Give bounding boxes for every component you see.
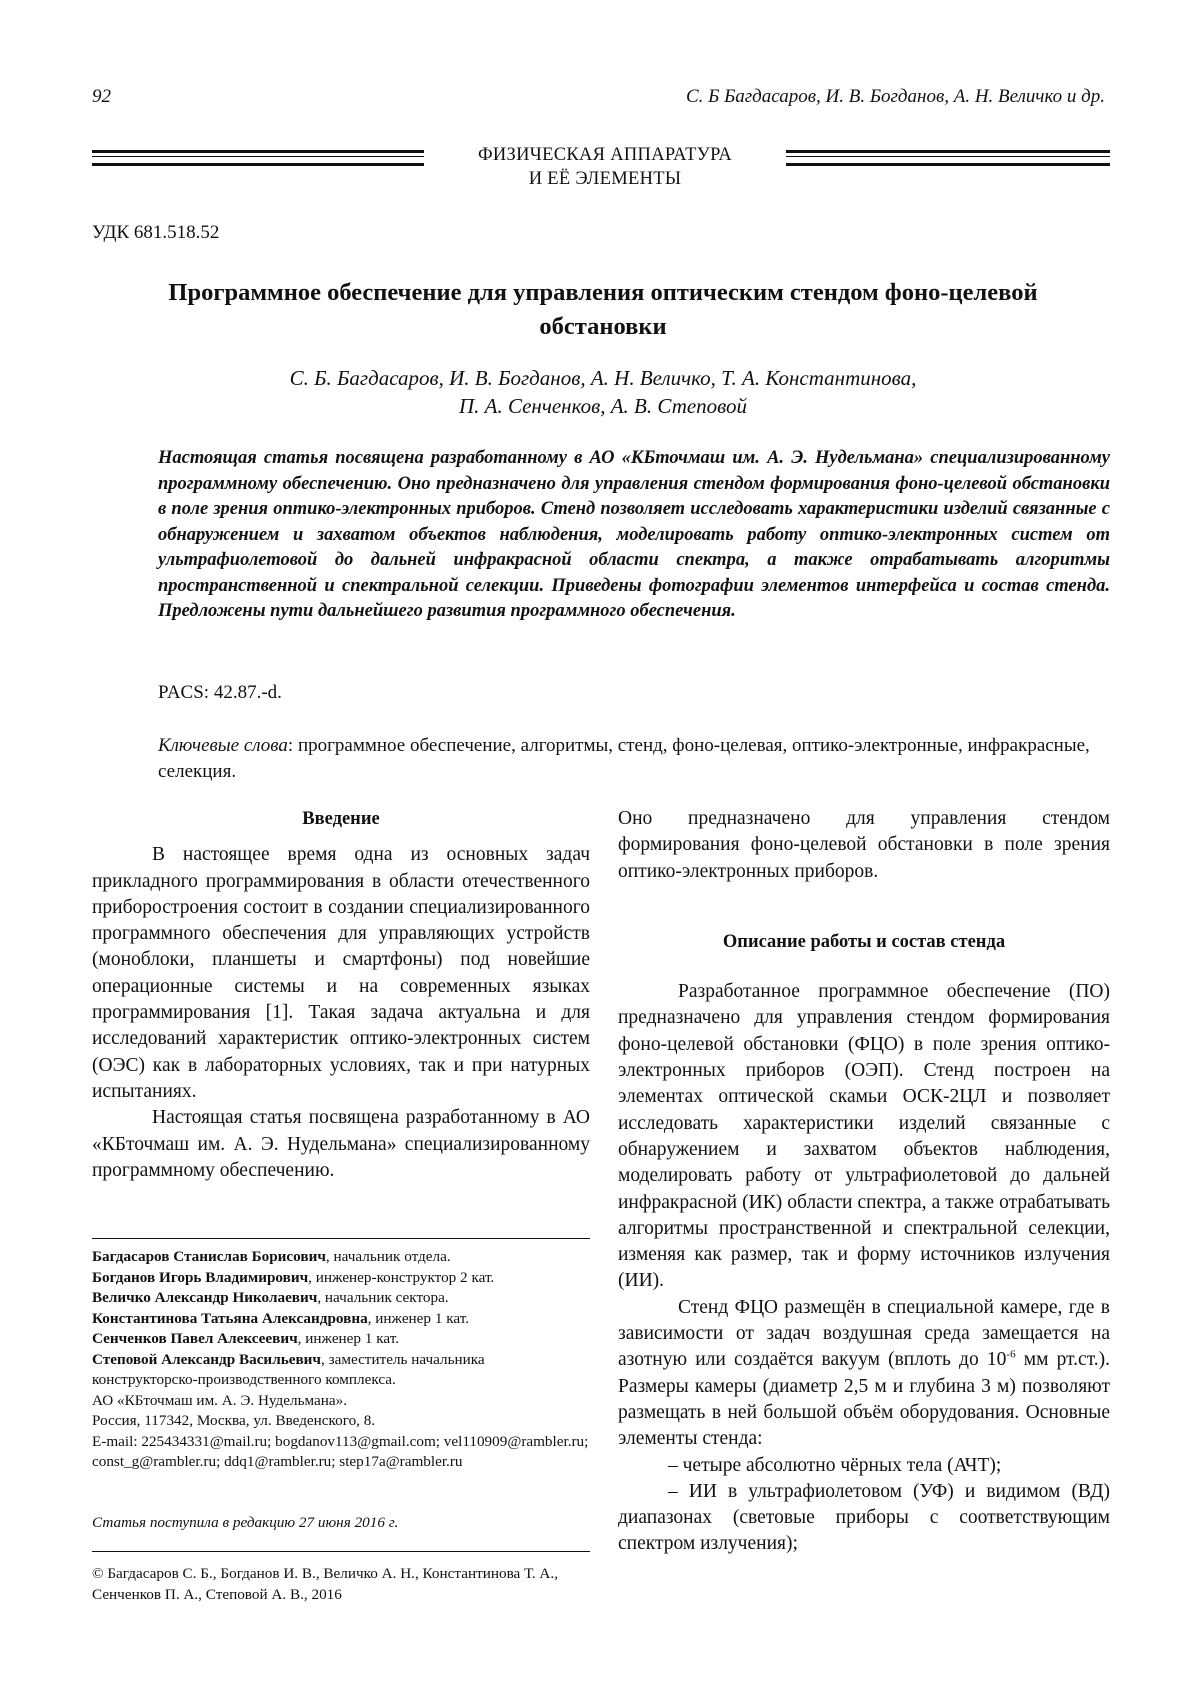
udk-code: УДК 681.518.52 bbox=[92, 222, 220, 243]
footnote-author-5-role: , инженер 1 кат. bbox=[297, 1330, 399, 1347]
section2-heading: Описание работы и состав стенда bbox=[722, 931, 1006, 952]
pacs-code: PACS: 42.87.-d. bbox=[158, 682, 282, 703]
footnote-author-2 bbox=[92, 1268, 592, 1289]
section-heading-line1: ФИЗИЧЕСКАЯ АППАРАТУРА bbox=[477, 145, 732, 165]
keywords-text: : программное обеспечение, алгоритмы, стенд, фоно-целевая, оптико-электронные, инфракрасные, селекция. bbox=[158, 735, 1090, 782]
author-line-1: С. Б. Багдасаров, И. В. Богданов, А. Н. Величко, Т. А. Константинова, bbox=[289, 366, 917, 390]
intro-paragraph-1: В настоящее время одна из основных задач прикладного программирования в области отечественного приборостроения состоит в создании специализированного программного обеспечения для управляющих устройств (моноблоки, планшеты и смартфоны) под новейшие операционные системы и на современных языках программирования [1]. Такая задача актуальна и для исследований характеристик оптико-электронных систем (ОЭС) как в лабораторных условиях, так и при натурных испытаниях. bbox=[92, 844, 590, 1102]
copyright: © Багдасаров С. Б., Богданов И. В., Величко А. Н., Константинова Т. А., Сенченков П. А., Степовой А. В., 2016 bbox=[92, 1565, 558, 1603]
footnote-organization: АО «КБточмаш им. А. Э. Нудельмана». bbox=[92, 1391, 348, 1409]
keywords-label: Ключевые слова bbox=[158, 735, 288, 756]
footnote-author-6-role: , заместитель начальника конструкторско-производственного комплекса. bbox=[92, 1350, 485, 1388]
paper-title: Программное обеспечение для управления оптическим стендом фоно-целевой обстановки bbox=[168, 279, 1038, 340]
author-footnote bbox=[92, 1247, 592, 1473]
vacuum-exponent: -6 bbox=[1006, 1348, 1016, 1361]
footnote-author-5 bbox=[92, 1329, 592, 1350]
section2-paragraph-1: Разработанное программное обеспечение (ПО) предназначено для управления стендом формирования фоно-целевой обстановки (ФЦО) в поле зрения оптико-электронных приборов (ОЭП). Стенд построен на элементах оптической скамьи ОСК-2ЦЛ и позволяет исследовать характеристики изделий связанные с обнаружением и захватом объектов наблюдения, моделировать работу от ультрафиолетовой до дальней инфракрасной (ИК) области спектра, а также отрабатывать алгоритмы пространственной и спектральной селекции, изменяя как размер, так и форму источников излучения (ИИ). bbox=[618, 981, 1110, 1292]
received-date: Статья поступила в редакцию 27 июня 2016 г. bbox=[92, 1514, 399, 1531]
intro-section bbox=[92, 806, 590, 1184]
footnote-email: E-mail: 225434331@mail.ru; bogdanov113@gmail.com; vel110909@rambler.ru; const_g@rambler.ru; ddq1@rambler.ru; step17a@rambler.ru bbox=[92, 1432, 589, 1470]
footnote-author-6 bbox=[92, 1350, 592, 1391]
footnote-author-2-role: , инженер-конструктор 2 кат. bbox=[308, 1268, 495, 1286]
section2-paragraph-2-end: мм рт.ст.). Размеры камеры (диаметр 2,5 м и глубина 3 м) позволяют размещать в ней большой объём оборудования. Основные элементы стенда: bbox=[618, 1349, 1110, 1450]
running-header-authors: С. Б Багдасаров, И. В. Богданов, А. Н. Величко и др. bbox=[685, 86, 1105, 107]
list-item: – ИИ в ультрафиолетовом (УФ) и видимом (ВД) диапазонах (световые приборы с соответствующим спектром излучения); bbox=[618, 1480, 1110, 1555]
intro-paragraph-2: Настоящая статья посвящена разработанному в АО «КБточмаш им. А. Э. Нудельмана» специализированному программному обеспечению. bbox=[92, 1107, 590, 1181]
footnote-author-6-name: Степовой Александр Васильевич bbox=[92, 1350, 321, 1368]
intro-heading: Введение bbox=[302, 809, 380, 829]
footnote-author-2-name: Богданов Игорь Владимирович bbox=[92, 1268, 309, 1286]
section-rule-left bbox=[92, 150, 424, 166]
footnote-author-1 bbox=[92, 1247, 592, 1268]
section-heading bbox=[440, 143, 770, 191]
footnote-author-4 bbox=[92, 1309, 592, 1330]
footnote-author-4-name: Константинова Татьяна Александровна bbox=[92, 1309, 368, 1327]
intro-paragraph-2-continued: Оно предназначено для управления стендом формирования фоно-целевой обстановки в поле зрения оптико-электронных приборов. bbox=[618, 808, 1110, 882]
abstract-text: Настоящая статья посвящена разработанному в АО «КБточмаш им. А. Э. Нудельмана» специализированному программному обеспечению. Оно предназначено для управления стендом формирования фоно-целевой обстановки в поле зрения оптико-электронных приборов. Стенд позволяет исследовать характеристики изделий связанные с обнаружением и захватом объектов наблюдения, моделировать работу оптико-электронных систем от ультрафиолетовой до дальней инфракрасной области спектра, а также отрабатывать алгоритмы пространственной и спектральной селекции. Приведены фотографии элементов интерфейса и состав стенда. Предложены пути дальнейшего развития программного обеспечения. bbox=[158, 448, 1110, 621]
footnote-rule bbox=[92, 1238, 590, 1239]
author-list bbox=[110, 364, 1096, 420]
footnote-author-3-name: Величко Александр Николаевич bbox=[92, 1289, 318, 1306]
copyright-rule bbox=[92, 1551, 590, 1552]
footnote-author-1-name: Багдасаров Станислав Борисович bbox=[92, 1248, 326, 1265]
footnote-author-3 bbox=[92, 1288, 592, 1309]
footnote-author-5-name: Сенченков Павел Алексеевич bbox=[92, 1330, 298, 1347]
abstract bbox=[158, 446, 1110, 625]
keywords bbox=[158, 733, 1110, 785]
list-item: – четыре абсолютно чёрных тела (АЧТ); bbox=[668, 1454, 1002, 1476]
section2-paragraph-2 bbox=[618, 1295, 1110, 1453]
right-column bbox=[618, 806, 1110, 1558]
footnote-author-3-role: , начальник сектора. bbox=[317, 1289, 449, 1306]
section2-paragraph-2-start: Стенд ФЦО размещён в специальной камере, где в зависимости от задач воздушная среда замещается на азотную или создаётся вакуум (вплоть до 10 bbox=[618, 1296, 1110, 1371]
footnote-author-1-role: , начальник отдела. bbox=[325, 1248, 451, 1265]
page-number: 92 bbox=[92, 86, 111, 107]
section-rule-right bbox=[786, 150, 1110, 166]
section-heading-line2: И ЕЁ ЭЛЕМЕНТЫ bbox=[528, 169, 682, 189]
footnote-address: Россия, 117342, Москва, ул. Введенского, 8. bbox=[92, 1412, 376, 1429]
footnote-author-4-role: , инженер 1 кат. bbox=[367, 1309, 469, 1327]
author-line-2: П. А. Сенченков, А. В. Степовой bbox=[458, 394, 748, 418]
